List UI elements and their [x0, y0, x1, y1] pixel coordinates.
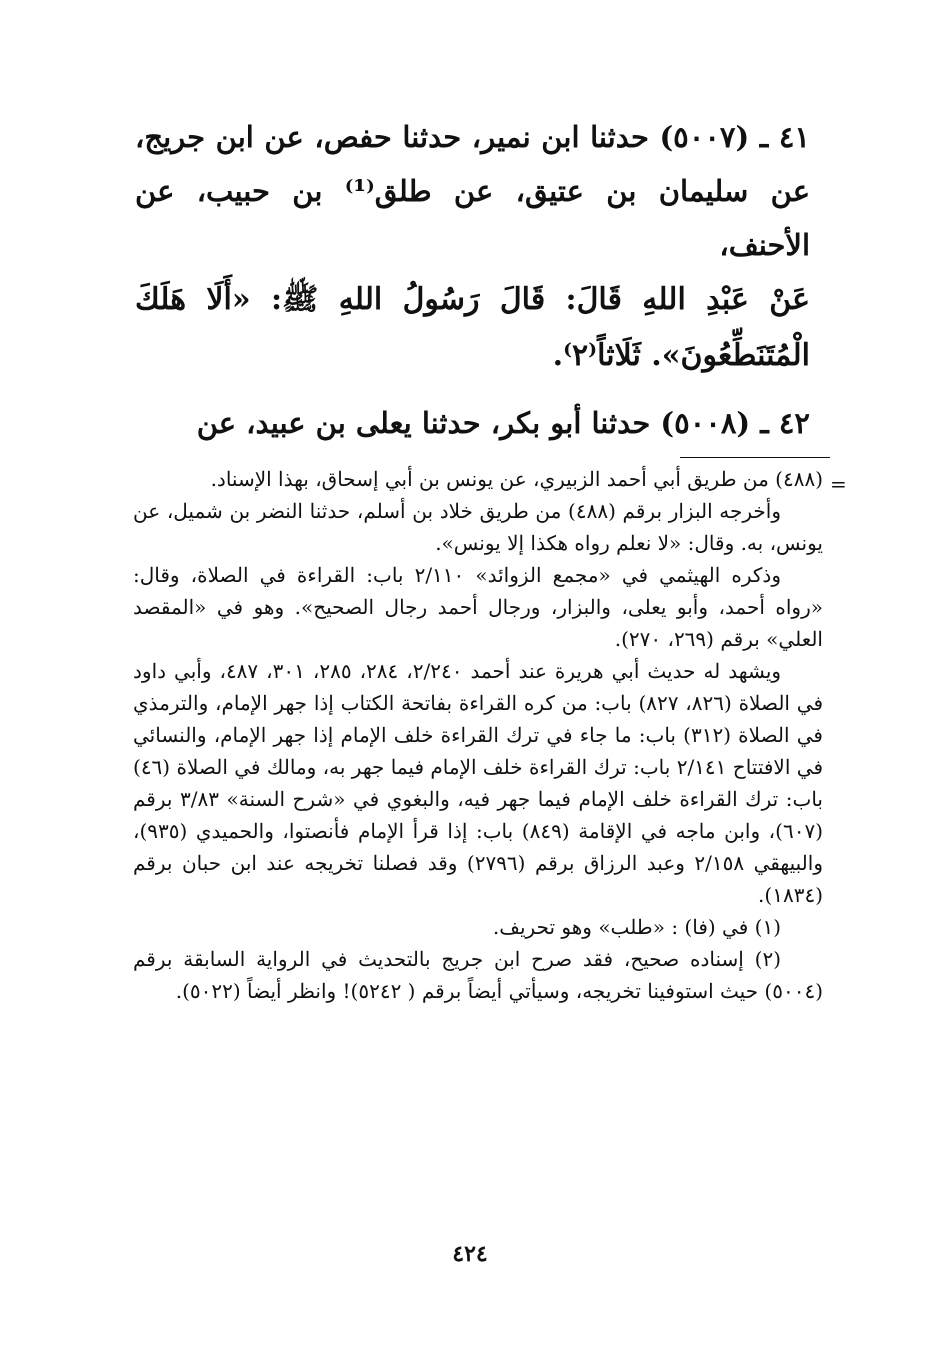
hadith-42-isnad: ٤٢ ـ (٥٠٠٨) حدثنا أبو بكر، حدثنا يعلى بن عبيد، عن — [196, 406, 810, 440]
footnote-separator — [680, 457, 830, 458]
hadith-41-matn: عَنْ عَبْدِ اللهِ قَالَ: قَالَ رَسُولُ اللهِ ﷺ: «أَلَا هَلَكَ الْمُتَنَطِّعُونَ». ثَلَاثاً⁽٢⁾. — [135, 282, 810, 373]
footnote-continuation-mark: = — [830, 472, 847, 496]
footnote-2: (٢) إسناده صحيح، فقد صرح ابن جريج بالتحديث في الرواية السابقة برقم (٥٠٠٤) حيث استوفينا تخريجه، وسيأتي أيضاً برقم ( ٥٢٤٢)! وانظر أيضاً (٥٠٢٢). — [133, 947, 823, 1003]
footnote-paragraph: ويشهد له حديث أبي هريرة عند أحمد ٢/٢٤٠، ٢٨٤، ٢٨٥، ٣٠١، ٤٨٧، وأبي داود في الصلاة (٨٢٦، ٨٢٧) باب: من كره القراءة بفاتحة الكتاب إذا جهر الإمام، والترمذي في الصلاة (٣١٢) باب: ما جاء في ترك القراءة خلف الإمام إذا جهر الإمام، والنسائي في الافتتاح ٢/١٤١ باب: ترك القراءة خلف الإمام فيما جهر به، ومالك في الصلاة (٤٦) باب: ترك القراءة خلف الإمام فيما جهر فيه، والبغوي في «شرح السنة» ٣/٨٣ برقم (٦٠٧)، وابن ماجه في الإقامة (٨٤٩) باب: إذا قرأ الإمام فأنصتوا، والحميدي (٩٣٥)، والبيهقي ٢/١٥٨ وعبد الرزاق برقم (٢٧٩٦) وقد فصلنا تخريجه عند ابن حبان برقم (١٨٣٤). — [133, 659, 824, 907]
footnote-paragraph: وأخرجه البزار برقم (٤٨٨) من طريق خلاد بن أسلم، حدثنا النضر بن شميل، عن يونس، به. وقال: «لا نعلم رواه هكذا إلا يونس». — [133, 499, 823, 555]
footnote-paragraph: (٤٨٨) من طريق أبي أحمد الزبيري، عن يونس بن أبي إسحاق، بهذا الإسناد. — [210, 467, 823, 491]
hadith-41-isnad: ٤١ ـ (٥٠٠٧) حدثنا ابن نمير، حدثنا حفص، عن ابن جريج، عن سليمان بن عتيق، عن طلق⁽¹⁾ بن حبيب، عن الأحنف، — [135, 120, 810, 262]
footnotes — [133, 463, 823, 1007]
footnote-1: (١) في (فا) : «طلب» وهو تحريف. — [492, 915, 781, 939]
footnote-paragraph: وذكره الهيثمي في «مجمع الزوائد» ٢/١١٠ باب: القراءة في الصلاة، وقال: «رواه أحمد، وأبو يعلى، والبزار، ورجال أحمد رجال الصحيح». وهو في «المقصد العلي» برقم (٢٦٩، ٢٧٠). — [133, 563, 823, 651]
page-number: ٤٢٤ — [452, 1241, 488, 1267]
